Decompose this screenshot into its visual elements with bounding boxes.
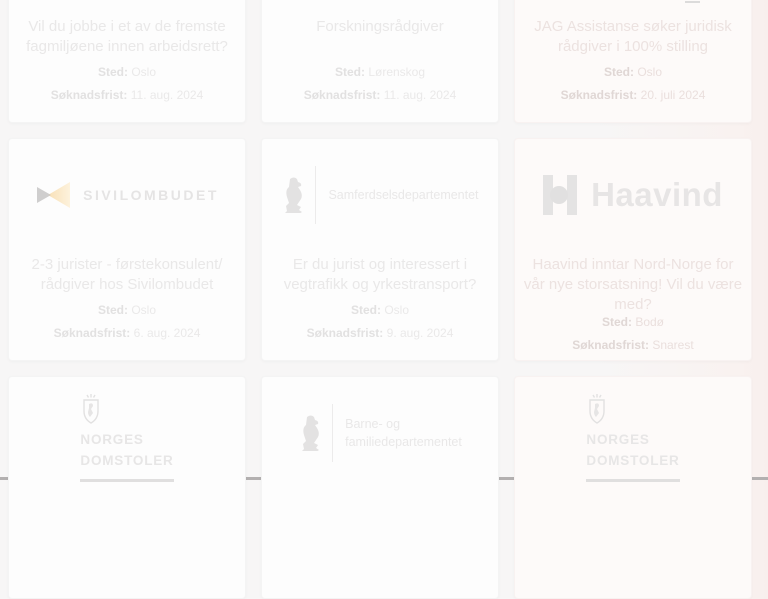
frist-value: 11. aug. 2024: [130, 88, 204, 103]
sted-value: Oslo: [131, 65, 156, 80]
norges-domstoler-crest-icon: [587, 393, 607, 425]
norway-lion-icon: [298, 415, 322, 451]
norges-domstoler-logo: [80, 393, 173, 482]
logo-area: [262, 0, 498, 13]
logo-area: [9, 139, 245, 251]
logo-divider: [315, 166, 316, 224]
ministry-name: Barne- og familiedepartementet: [345, 416, 462, 449]
norges-domstoler-rule: [80, 479, 173, 482]
job-card-grid: [8, 0, 752, 599]
samferdselsdepartementet-logo: [281, 166, 478, 224]
job-title: Haavind inntar Nord-Norge for vår nye storsatsning! Vil du være med?: [523, 256, 743, 313]
norges-domstoler-wordmark: NORGES DOMSTOLER: [586, 432, 680, 468]
job-meta: [307, 302, 454, 348]
sted-label: Sted:: [603, 65, 634, 80]
norges-domstoler-logo: [586, 393, 679, 482]
job-meta: [572, 314, 693, 360]
sivilombudet-wordmark: SIVILOMBUDET: [83, 187, 219, 203]
job-meta: [54, 302, 201, 348]
barne-og-familiedepartementet-logo: [298, 404, 462, 462]
job-card-forskningsradgiver[interactable]: [261, 0, 499, 123]
logo-area: [9, 0, 245, 13]
frist-value: 20. juli 2024: [640, 88, 706, 103]
sivilombudet-arrows-icon: [35, 180, 71, 210]
logo-area: [262, 377, 498, 489]
job-card-haavind[interactable]: [514, 138, 752, 361]
sted-value: Oslo: [637, 65, 663, 80]
job-title: Vil du jobbe i et av de fremste fagmiljøene innen arbeidsrett?: [26, 18, 228, 55]
job-card-norges-domstoler-1[interactable]: [8, 376, 246, 599]
haavind-h-mark-icon: [543, 173, 577, 217]
job-card-jag-assistanse[interactable]: [514, 0, 752, 123]
sted-label: Sted:: [601, 315, 632, 330]
logo-area: [515, 0, 751, 13]
sted-label: Sted:: [334, 65, 365, 80]
job-card-arbeidsrett[interactable]: [8, 0, 246, 123]
jag-logo-cutoff-icon: [685, 1, 700, 3]
frist-label: Søknadsfrist:: [572, 338, 649, 353]
frist-value: 11. aug. 2024: [383, 88, 457, 103]
frist-label: Søknadsfrist:: [50, 88, 128, 103]
sted-value: Lørenskog: [368, 65, 426, 80]
job-meta: [51, 64, 204, 110]
sivilombudet-logo: [35, 180, 219, 210]
sted-value: Bodø: [635, 315, 664, 330]
frist-value: 6. aug. 2024: [133, 326, 201, 341]
job-card-sivilombudet[interactable]: [8, 138, 246, 361]
haavind-wordmark: Haavind: [591, 176, 723, 213]
frist-label: Søknadsfrist:: [53, 326, 131, 341]
job-title: JAG Assistanse søker juridisk rådgiver i 100% stilling: [534, 18, 732, 55]
norges-domstoler-crest-icon: [81, 393, 101, 425]
job-title: Er du jurist og interessert i vegtrafikk og yrkestransport?: [283, 256, 477, 293]
sted-label: Sted:: [97, 303, 128, 318]
norges-domstoler-rule: [586, 479, 679, 482]
logo-divider: [332, 404, 333, 462]
job-meta: [561, 64, 706, 110]
sted-label: Sted:: [97, 65, 128, 80]
logo-area: [515, 139, 751, 251]
job-title: 2-3 jurister - førstekonsulent/ rådgiver hos Sivilombudet: [31, 256, 223, 293]
frist-label: Søknadsfrist:: [560, 88, 638, 103]
haavind-logo: [543, 173, 723, 217]
job-card-barne-og-familiedepartementet[interactable]: [261, 376, 499, 599]
job-meta: [304, 64, 457, 110]
job-title: Forskningsrådgiver: [316, 18, 444, 35]
sted-value: Oslo: [384, 303, 409, 318]
ministry-name: Samferdselsdepartementet: [328, 187, 479, 202]
frist-label: Søknadsfrist:: [303, 88, 381, 103]
sted-value: Oslo: [131, 303, 156, 318]
frist-value: 9. aug. 2024: [386, 326, 454, 341]
sted-label: Sted:: [350, 303, 381, 318]
frist-value: Snarest: [652, 338, 694, 353]
job-card-samferdselsdepartementet[interactable]: [261, 138, 499, 361]
frist-label: Søknadsfrist:: [306, 326, 384, 341]
job-card-norges-domstoler-2[interactable]: [514, 376, 752, 599]
logo-area: [262, 139, 498, 251]
norway-lion-icon: [281, 177, 305, 213]
norges-domstoler-wordmark: NORGES DOMSTOLER: [80, 432, 174, 468]
